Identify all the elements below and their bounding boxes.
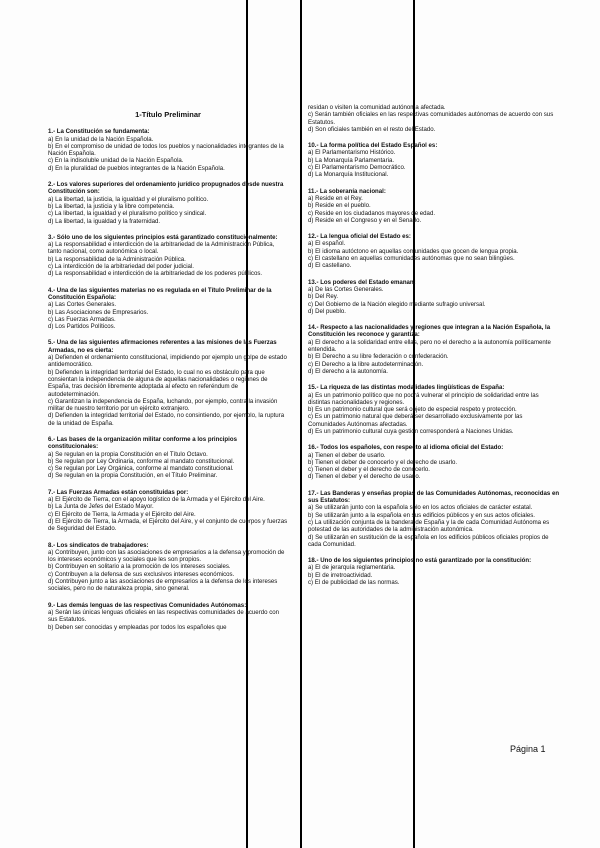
- question-item: [48, 234, 288, 278]
- answer-option: a) El Ejército de Tierra, con el apoyo logístico de la Armada y el Ejército del Aire.: [48, 496, 265, 504]
- question-item: [48, 436, 288, 480]
- question-heading: 11.- La soberanía nacional:: [308, 187, 386, 195]
- right-column: [308, 104, 560, 595]
- answer-option: a) Reside en el Rey.: [308, 194, 363, 202]
- question-item: [308, 557, 560, 586]
- answer-option: d) Es un patrimonio cultural cuya gestión corresponderá a Naciones Unidas.: [308, 427, 514, 435]
- answer-option: c) Serán también oficiales en las respectivas comunidades autónomas de acuerdo con sus Estatutos.: [308, 111, 554, 126]
- answer-option: b) La Monarquía Parlamentaria.: [308, 156, 395, 164]
- answer-option: b) El idioma autóctono en aquellas comunidades que gocen de lengua propia.: [308, 247, 519, 255]
- question-item: [308, 384, 560, 435]
- scan-line-middle: [300, 0, 302, 848]
- answer-option: d) Se utilizarán en sustitución de la española en los edificios públicos oficiales propios de cada Comunidad.: [308, 533, 549, 548]
- answer-option: a) La libertad, la justicia, la igualdad y el pluralismo político.: [48, 195, 209, 203]
- answer-option: d) Los Partidos Políticos.: [48, 323, 116, 331]
- page-number: Página 1: [510, 744, 546, 754]
- answer-option: b) La libertad, la justicia y la libre competencia.: [48, 202, 175, 210]
- answer-option: b) Se regulan por Ley Ordinaria, conforme al mandato constitucional.: [48, 457, 235, 465]
- answer-option: d) Tienen el deber y el derecho de usarlo.: [308, 473, 421, 481]
- question-heading: 1.- La Constitución se fundamenta:: [48, 128, 150, 136]
- question-heading: 9.- Las demás lenguas de las respectivas Comunidades Autónomas:: [48, 601, 247, 609]
- answer-option: d) El castellano.: [308, 262, 352, 270]
- answer-option: d) Son oficiales también en el resto del Estado.: [308, 125, 436, 133]
- question-heading: 6.- Las bases de la organización militar conforme a los principios constitucionales:: [48, 435, 237, 451]
- question-heading: 16.- Todos los españoles, con respecto al idioma oficial del Estado:: [308, 444, 504, 452]
- answer-option: b) La Junta de Jefes del Estado Mayor.: [48, 503, 154, 511]
- question-item: [308, 233, 560, 269]
- question-heading: 4.- Una de las siguientes materias no es regulada en el Título Preliminar de la Constitución Española:: [48, 286, 272, 301]
- answer-option: d) La Monarquía Institucional.: [308, 171, 389, 179]
- answer-option: c) La utilización conjunta de la bandera de España y la de cada Comunidad Autónoma es potestad de las autoridades de la administración autonómica.: [308, 518, 550, 534]
- answer-option: d) Reside en el Congreso y en el Senado.: [308, 216, 422, 224]
- answer-option: b) Es un patrimonio cultural que será objeto de especial respeto y protección.: [308, 406, 517, 414]
- answer-option: d) El Ejército de Tierra, la Armada, el Ejército del Aire, y el conjunto de cuerpos y fuerzas de Seguridad del Estado.: [48, 517, 288, 533]
- answer-option: residan o visiten la comunidad autónoma afectada.: [308, 104, 446, 111]
- answer-option: c) En la indisoluble unidad de la Nación Española.: [48, 157, 184, 165]
- answer-option: c) Garantizan la independencia de España, luchando, por ejemplo, contra la invasión militar de nuestro territorio por un ejército extranjero.: [48, 397, 278, 413]
- answer-option: b) Contribuyen en solitario a la promoción de los intereses sociales.: [48, 563, 231, 571]
- left-column: [48, 105, 288, 640]
- answer-option: c) Contribuyen a la defensa de sus exclusivos intereses económicos.: [48, 570, 235, 578]
- answer-option: b) La responsabilidad de la Administración Pública.: [48, 255, 186, 263]
- question-item: [308, 279, 560, 315]
- answer-option: b) Las Asociaciones de Empresarios.: [48, 308, 149, 316]
- question-item: [308, 324, 560, 375]
- answer-option: b) Deben ser conocidas y empleadas por todos los españoles que: [48, 623, 227, 631]
- answer-option: d) El derecho a la autonomía.: [308, 367, 388, 375]
- answer-option: c) La interdicción de la arbitrariedad del poder judicial.: [48, 263, 194, 271]
- answer-option: c) Del Gobierno de la Nación elegido mediante sufragio universal.: [308, 300, 486, 308]
- answer-option: a) Serán las únicas lenguas oficiales en las respectivas comunidades de acuerdo con sus Estatutos.: [48, 608, 280, 624]
- answer-option: c) Es un patrimonio natural que deberá ser desarrollado exclusivamente por las Comunidades Autónomas afectadas.: [308, 413, 523, 428]
- question-heading: 18.- Uno de los siguientes principios no está garantizado por la constitución:: [308, 557, 532, 565]
- question-item: [48, 542, 288, 593]
- answer-option: d) En la pluralidad de pueblos integrantes de la Nación Española.: [48, 164, 225, 172]
- answer-option: d) La responsabilidad e interdicción de la arbitrariedad de los poderes públicos.: [48, 270, 263, 278]
- question-heading: 14.- Respecto a las nacionalidades y regiones que integran a la Nación Española, la Constitución les reconoce y garantiza:: [308, 324, 551, 339]
- question-heading: 17.- Las Banderas y enseñas propias de las Comunidades Autónomas, reconocidas en sus Estatutos:: [308, 489, 560, 505]
- answer-option: a) Contribuyen, junto con las asociaciones de empresarios a la defensa y promoción de los intereses económicos y sociales que les son propios.: [48, 548, 285, 564]
- answer-option: a) El derecho a la solidaridad entre ellas, pero no el derecho a la autonomía políticamente entendida.: [308, 338, 551, 354]
- question-item: [308, 142, 560, 178]
- answer-option: c) El Parlamentarismo Democrático.: [308, 164, 406, 172]
- question-heading: 7.- Las Fuerzas Armadas están constituidas por:: [48, 488, 189, 496]
- question-item: [308, 188, 560, 224]
- left-question-list: [48, 128, 288, 631]
- answer-option: a) Las Cortes Generales.: [48, 301, 117, 309]
- answer-option: d) La libertad, la igualdad y la fraternidad.: [48, 217, 161, 225]
- answer-option: b) Se utilizarán junto a la española en sus edificios públicos y en sus actos oficiales.: [308, 511, 535, 519]
- right-question-list: [308, 142, 560, 586]
- answer-option: a) El español.: [308, 240, 346, 248]
- question-heading: 13.- Los poderes del Estado emanan:: [308, 278, 416, 286]
- answer-option: a) Es un patrimonio político que no podrá vulnerar el principio de solidaridad entre las distintas nacionalidades y regiones.: [308, 391, 539, 406]
- answer-option: b) El Derecho a su libre federación o confederación.: [308, 353, 449, 361]
- answer-option: a) El Parlamentarismo Histórico.: [308, 149, 396, 157]
- question-item: [308, 490, 560, 548]
- answer-option: b) Del Rey.: [308, 293, 339, 301]
- answer-option: c) Las Fuerzas Armadas.: [48, 315, 116, 323]
- question-item: [48, 287, 288, 331]
- question-heading: 5.- Una de las siguientes afirmaciones referentes a las misiones de las Fuerzas Armadas, no es cierta:: [48, 339, 277, 354]
- answer-option: c) El Ejército de Tierra, la Armada y el Ejército del Aire.: [48, 510, 196, 518]
- answer-option: a) Defienden el ordenamiento constitucional, impidiendo por ejemplo un golpe de estado antidemocrático.: [48, 354, 287, 369]
- answer-option: a) En la unidad de la Nación Española.: [48, 135, 154, 143]
- answer-option: d) Defienden la integridad territorial del Estado, no consintiendo, por ejemplo, la ruptura de la unidad de España.: [48, 412, 285, 427]
- answer-option: b) Defienden la integridad territorial del Estado, lo cual no es obstáculo para que consientan la independencia de alguna de aquellas nacionalidades o regiones de España, tras decisión libremente adoptada al efecto en referéndum de autodeterminación.: [48, 368, 268, 398]
- question-heading: 3.- Sólo uno de los siguientes principios está garantizado constitucionalmente:: [48, 233, 278, 241]
- answer-option: b) Reside en el pueblo.: [308, 202, 371, 210]
- answer-option: c) El Derecho a la libre autodeterminación.: [308, 360, 424, 368]
- answer-option: d) Se regulan en la propia Constitución, en el Título Preliminar.: [48, 472, 218, 480]
- question-item: [48, 181, 288, 225]
- question-continuation: [308, 104, 560, 133]
- answer-option: a) Se utilizarán junto con la española sólo en los actos oficiales de carácter estatal.: [308, 504, 533, 512]
- answer-option: a) El de jerarquía reglamentaria.: [308, 564, 396, 572]
- answer-option: c) La libertad, la igualdad y el pluralismo político y sindical.: [48, 210, 207, 218]
- answer-option: a) Se regulan en la propia Constitución en el Título Octavo.: [48, 450, 208, 458]
- answer-option: c) El de publicidad de las normas.: [308, 579, 400, 587]
- answer-option: d) Del pueblo.: [308, 307, 346, 315]
- question-heading: 12.- La lengua oficial del Estado es:: [308, 233, 411, 241]
- question-item: [48, 602, 288, 631]
- question-item: [48, 128, 288, 172]
- answer-option: c) Tienen el deber y el derecho de conocerlo.: [308, 466, 430, 474]
- page-title: 1-Título Preliminar: [135, 110, 201, 119]
- answer-option: d) Contribuyen junto a las asociaciones de empresarios a la defensa de los intereses sociales, pero no de naturaleza propia, sino general.: [48, 578, 278, 593]
- answer-option: b) En el compromiso de unidad de todos los pueblos y nacionalidades integrantes de la Nación Española.: [48, 142, 284, 158]
- question-heading: 2.- Los valores superiores del ordenamiento jurídico propugnados desde nuestra Constitución son:: [48, 181, 284, 196]
- answer-option: b) El de irretroactividad.: [308, 571, 373, 579]
- answer-option: a) La responsabilidad e interdicción de la arbitrariedad de la Administración Pública, tanto nacional, como autonómica o local.: [48, 241, 275, 256]
- question-heading: 15.- La riqueza de las distintas modalidades lingüísticas de España:: [308, 384, 505, 392]
- question-item: [48, 339, 288, 427]
- answer-option: c) Se regulan por Ley Orgánica, conforme al mandato constitucional.: [48, 465, 234, 473]
- answer-option: a) Tienen el deber de usarlo.: [308, 451, 386, 459]
- question-item: [308, 444, 560, 480]
- question-heading: 8.- Los sindicatos de trabajadores:: [48, 541, 149, 549]
- answer-option: c) Reside en los ciudadanos mayores de edad.: [308, 209, 436, 217]
- answer-option: a) De las Cortes Generales.: [308, 285, 384, 293]
- answer-option: c) El castellano en aquellas comunidades autónomas que no sean bilingües.: [308, 255, 515, 263]
- question-item: [48, 489, 288, 533]
- answer-option: b) Tienen el deber de conocerlo y el derecho de usarlo.: [308, 458, 458, 466]
- question-heading: 10.- La forma política del Estado Español es:: [308, 142, 438, 150]
